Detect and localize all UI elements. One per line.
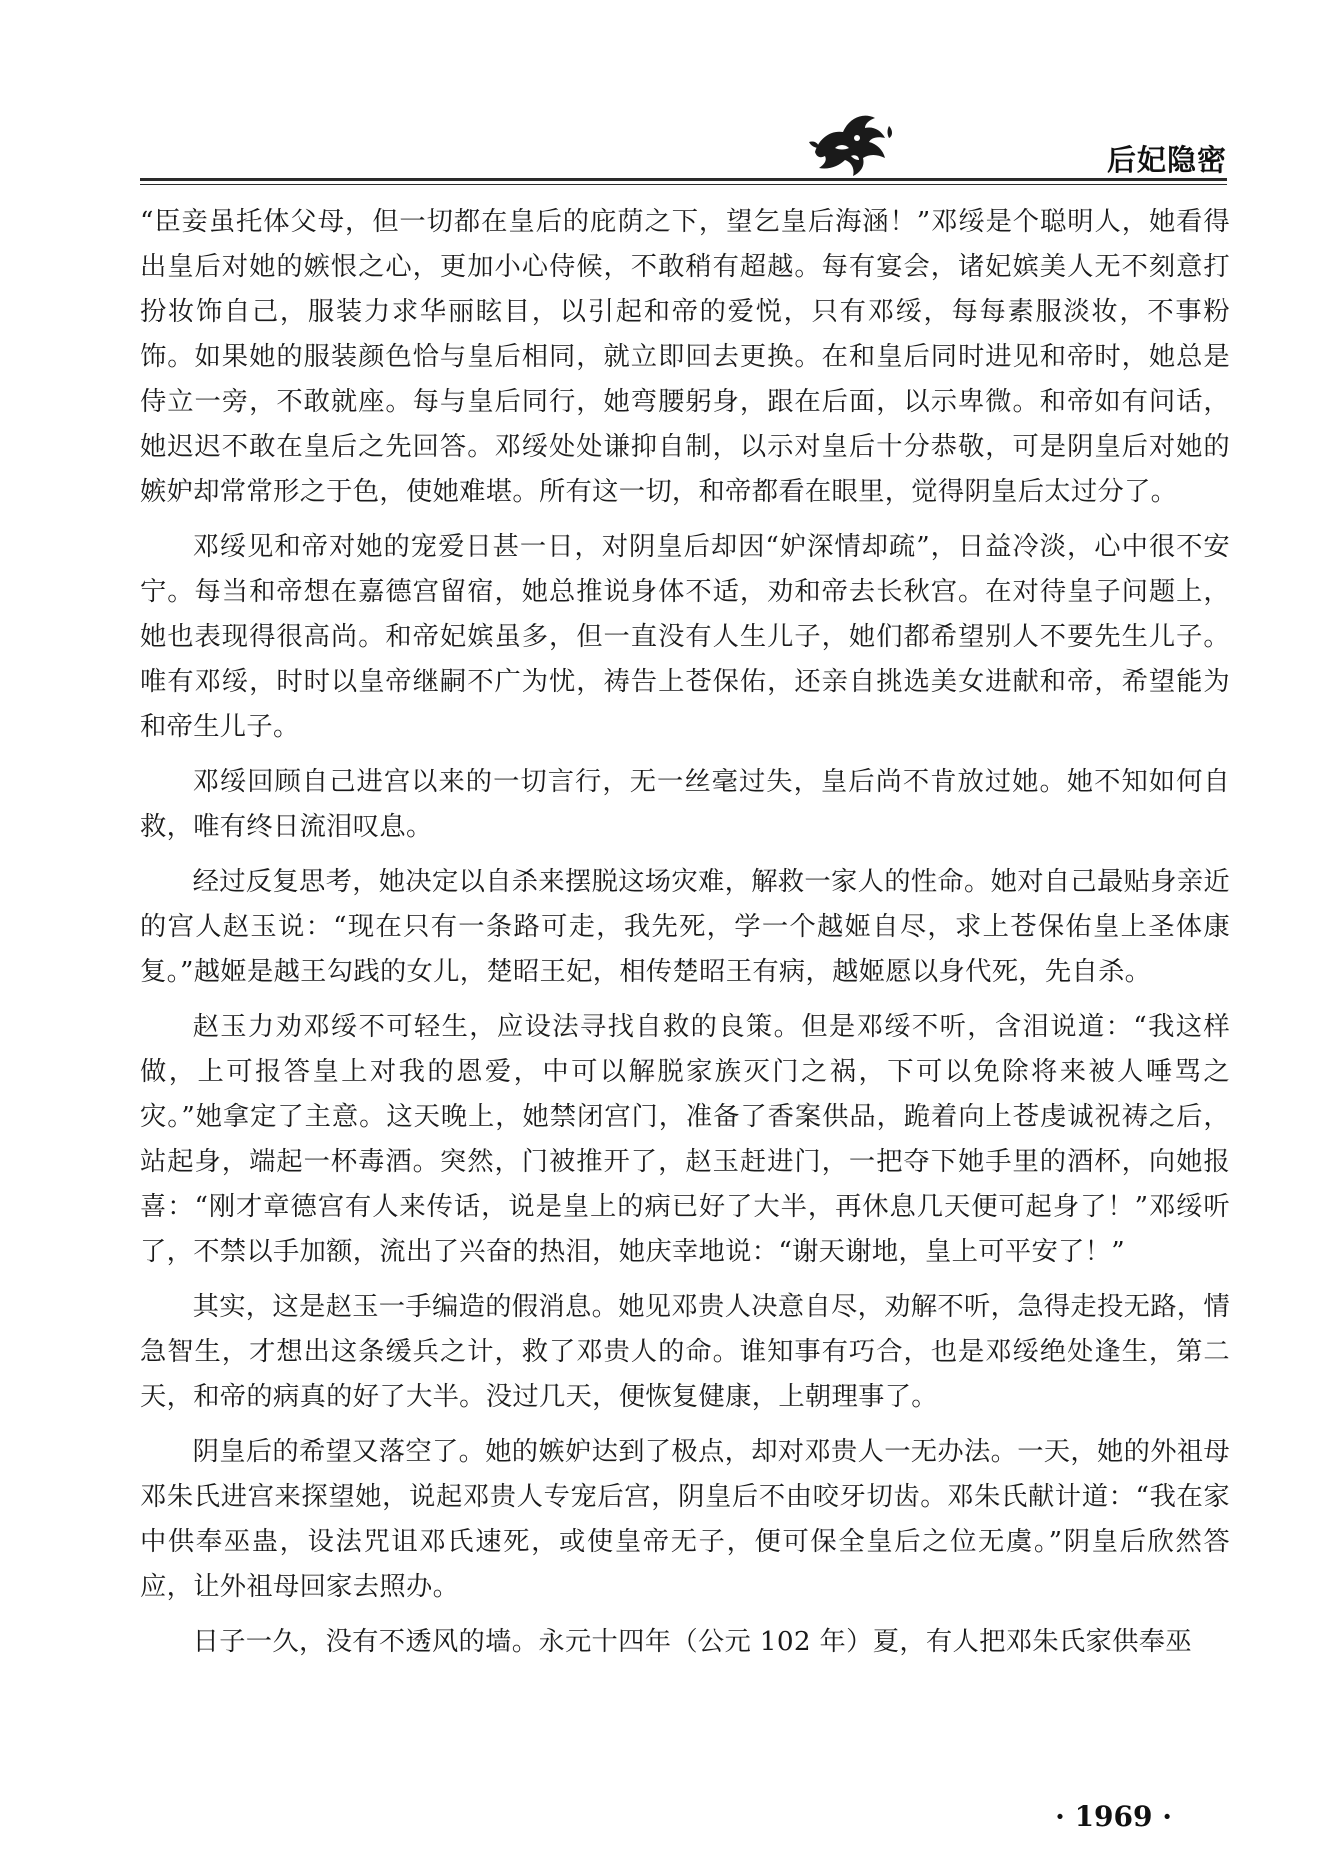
dragon-icon <box>805 108 897 180</box>
paragraph: 赵玉力劝邓绥不可轻生，应设法寻找自救的良策。但是邓绥不听，含泪说道：“我这样做，上可报答皇上对我的恩爱，中可以解脱家族灭门之祸，下可以免除将来被人唾骂之灾。”她拿定了主意。这天晚上，她禁闭宫门，准备了香案供品，跪着向上苍虔诚祝祷之后，站起身，端起一杯毒酒。突然，门被推开了，赵玉赶进门，一把夺下她手里的酒杯，向她报喜：“刚才章德宫有人来传话，说是皇上的病已好了大半，再休息几天便可起身了！”邓绥听了，不禁以手加额，流出了兴奋的热泪，她庆幸地说：“谢天谢地，皇上可平安了！” <box>140 1012 1230 1267</box>
paragraph: 其实，这是赵玉一手编造的假消息。她见邓贵人决意自尽，劝解不听，急得走投无路，情急智生，才想出这条缓兵之计，救了邓贵人的命。谁知事有巧合，也是邓绥绝处逢生，第二天，和帝的病真的好了大半。没过几天，便恢复健康，上朝理事了。 <box>140 1292 1230 1412</box>
header-rule <box>140 178 1227 181</box>
paragraph: 日子一久，没有不透风的墙。永元十四年（公元 102 年）夏，有人把邓朱氏家供奉巫 <box>192 1627 1192 1657</box>
paragraph: 经过反复思考，她决定以自杀来摆脱这场灾难，解救一家人的性命。她对自己最贴身亲近的宫人赵玉说：“现在只有一条路可走，我先死，学一个越姬自尽，求上苍保佑皇上圣体康复。”越姬是越王勾践的女儿，楚昭王妃，相传楚昭王有病，越姬愿以身代死，先自杀。 <box>140 867 1230 987</box>
section-title: 后妃隐密 <box>1106 143 1227 177</box>
body-text <box>140 200 1230 1675</box>
paragraph: 阴皇后的希望又落空了。她的嫉妒达到了极点，却对邓贵人一无办法。一天，她的外祖母邓朱氏进宫来探望她，说起邓贵人专宠后宫，阴皇后不由咬牙切齿。邓朱氏献计道：“我在家中供奉巫蛊，设法咒诅邓氏速死，或使皇帝无子，便可保全皇后之位无虞。”阴皇后欣然答应，让外祖母回家去照办。 <box>140 1437 1230 1602</box>
running-header <box>140 108 1227 186</box>
page-number: · 1969 · <box>1055 1800 1172 1833</box>
paragraph: “臣妾虽托体父母，但一切都在皇后的庇荫之下，望乞皇后海涵！”邓绥是个聪明人，她看得出皇后对她的嫉恨之心，更加小心侍候，不敢稍有超越。每有宴会，诸妃嫔美人无不刻意打扮妆饰自己，服装力求华丽眩目，以引起和帝的爱悦，只有邓绥，每每素服淡妆，不事粉饰。如果她的服装颜色恰与皇后相同，就立即回去更换。在和皇后同时进见和帝时，她总是侍立一旁，不敢就座。每与皇后同行，她弯腰躬身，跟在后面，以示卑微。和帝如有问话，她迟迟不敢在皇后之先回答。邓绥处处谦抑自制，以示对皇后十分恭敬，可是阴皇后对她的嫉妒却常常形之于色，使她难堪。所有这一切，和帝都看在眼里，觉得阴皇后太过分了。 <box>140 207 1230 507</box>
header-rule-thin <box>140 184 1227 185</box>
paragraph: 邓绥回顾自己进宫以来的一切言行，无一丝毫过失，皇后尚不肯放过她。她不知如何自救，唯有终日流泪叹息。 <box>140 767 1230 842</box>
paragraph: 邓绥见和帝对她的宠爱日甚一日，对阴皇后却因“妒深情却疏”，日益冷淡，心中很不安宁。每当和帝想在嘉德宫留宿，她总推说身体不适，劝和帝去长秋宫。在对待皇子问题上，她也表现得很高尚。和帝妃嫔虽多，但一直没有人生儿子，她们都希望别人不要先生儿子。唯有邓绥，时时以皇帝继嗣不广为忧，祷告上苍保佑，还亲自挑选美女进献和帝，希望能为和帝生儿子。 <box>140 532 1230 742</box>
